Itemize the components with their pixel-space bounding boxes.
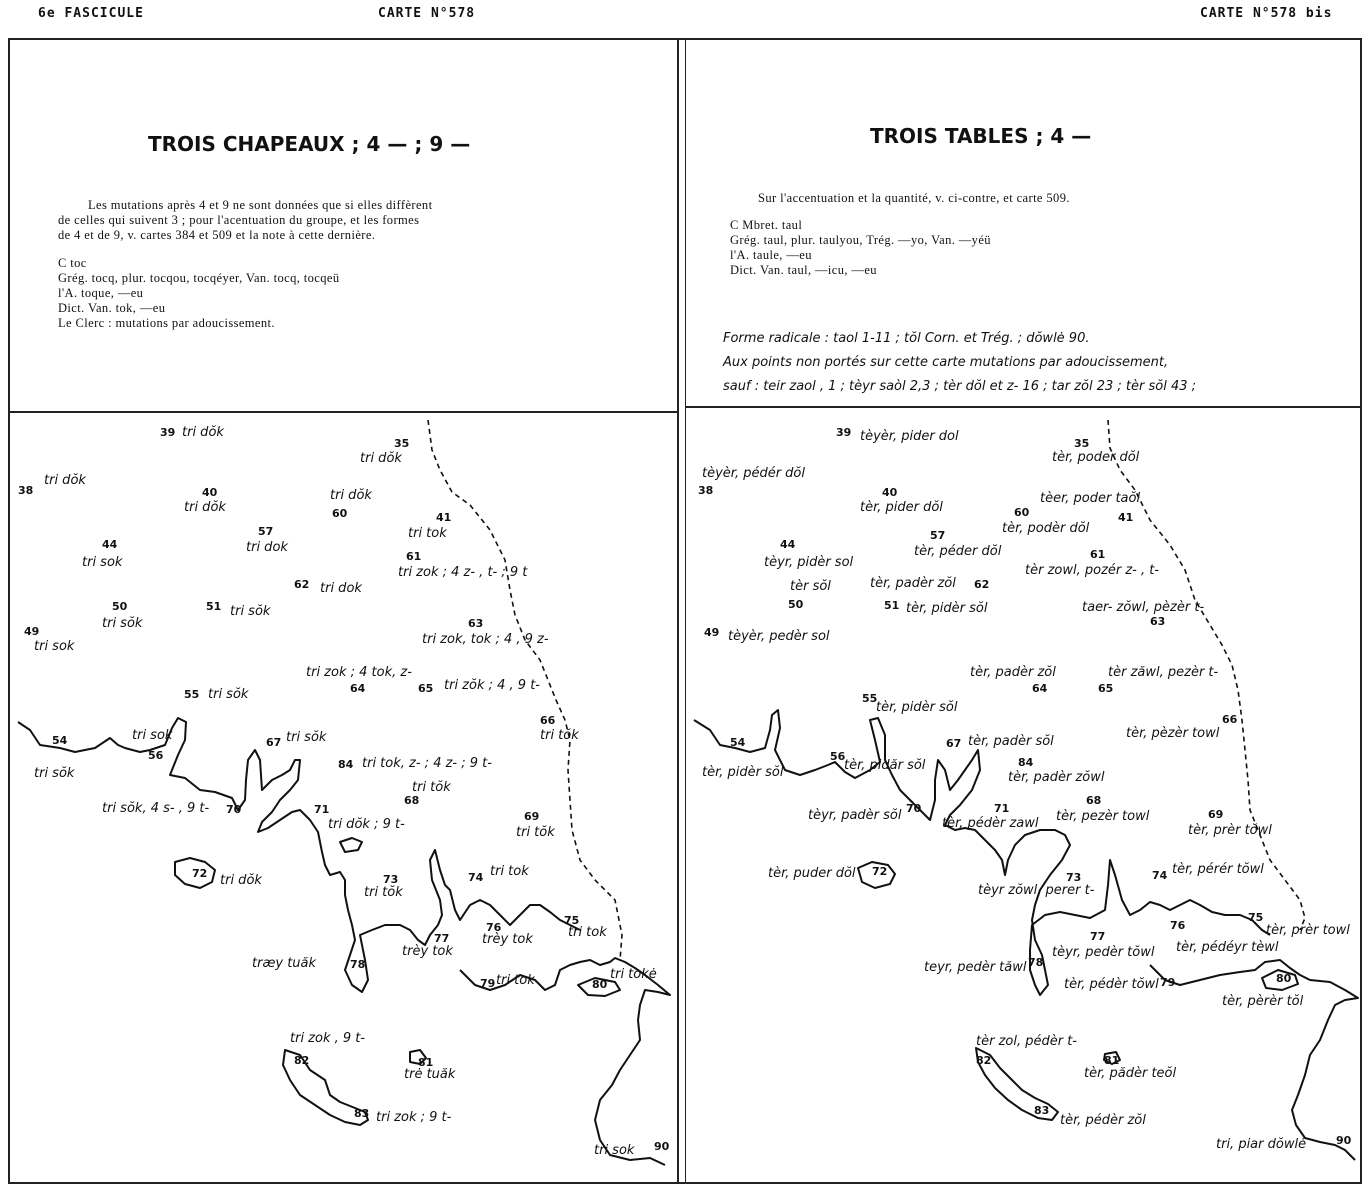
map-point-label: tèr, pezèr towl — [1056, 809, 1150, 824]
map-point-label: tri dŏk ; 9 t- — [328, 817, 405, 832]
map-point-number: 74 — [468, 871, 484, 884]
map-point-number: 70 — [906, 802, 922, 815]
map-point-label: tèyèr, pider dol — [860, 429, 959, 444]
map-point-number: 80 — [592, 978, 608, 991]
map-point-label: tri zŏk ; 4 , 9 t- — [444, 678, 540, 693]
map-point-label: tèyr, pidèr sol — [764, 555, 854, 570]
left-north-coast — [18, 718, 580, 992]
map-point-label: tèr, pédèr zŏl — [1060, 1113, 1146, 1128]
map-point-label: tèr, padèr zŏl — [870, 576, 956, 591]
map-point-label: tèr, padèr zŏl — [970, 665, 1056, 680]
map-point-label: tri tŏk — [412, 780, 451, 795]
handwritten-line: sauf : teir zaol , 1 ; tèyr saòl 2,3 ; tèr dŏl et z- 16 ; tar zŏl 23 ; tèr sŏl 43 ; — [723, 379, 1197, 394]
map-point-number: 55 — [862, 692, 878, 705]
map-point-label: tri sok — [132, 728, 173, 743]
map-point-number: 39 — [160, 426, 176, 439]
right-source-line: Grég. taul, plur. taulyou, Trég. —yo, Van. —yéü — [730, 233, 991, 247]
map-number-left: CARTE N°578 — [378, 6, 476, 21]
left-title: TROIS CHAPEAUX ; 4 — ; 9 — — [148, 132, 471, 156]
map-point-label: taer- zŏwl, pèzèr t- — [1082, 600, 1205, 615]
map-point-label: tri dok — [320, 581, 362, 596]
map-point-label: tèr, padèr zŏwl — [1008, 770, 1105, 785]
map-point-number: 78 — [350, 958, 366, 971]
map-point-number: 56 — [148, 749, 164, 762]
map-point-number: 60 — [332, 507, 348, 520]
map-point-number: 76 — [486, 921, 502, 934]
map-point-number: 54 — [730, 736, 746, 749]
left-source-line: l'A. toque, —eu — [58, 286, 144, 300]
map-point-label: tèr zowl, pozér z- , t- — [1025, 563, 1160, 578]
map-point-label: trė tuăk — [404, 1067, 456, 1082]
map-point-number: 77 — [434, 932, 450, 945]
map-point-number: 74 — [1152, 869, 1168, 882]
left-source-line: C toc — [58, 256, 87, 270]
left-source-line: Le Clerc : mutations par adoucissement. — [58, 316, 275, 330]
map-point-label: tri sŏk — [208, 687, 249, 702]
map-point-label: tri zok, tok ; 4 , 9 z- — [422, 632, 549, 647]
map-point-label: tèr, puder dŏl — [768, 866, 856, 881]
map-point-number: 66 — [540, 714, 556, 727]
map-point-number: 50 — [112, 600, 128, 613]
map-point-number: 40 — [202, 486, 218, 499]
map-point-label: trèy tok — [402, 944, 453, 959]
map-point-number: 69 — [1208, 808, 1224, 821]
map-point-label: tri dŏk — [360, 451, 402, 466]
map-point-label: tèyr, pedèr tŏwl — [1052, 945, 1155, 960]
map-point-label: trèy tok — [482, 932, 533, 947]
map-point-label: træy tuăk — [252, 956, 317, 971]
map-point-label: tèyr zŏwl, perer t- — [978, 883, 1095, 898]
map-point-number: 84 — [1018, 756, 1034, 769]
map-point-label: tri zok ; 9 t- — [376, 1110, 452, 1125]
map-point-number: 55 — [184, 688, 200, 701]
right-note-line: Sur l'accentuation et la quantité, v. ci-contre, et carte 509. — [758, 191, 1070, 205]
map-point-number: 49 — [704, 626, 720, 639]
map-point-label: tèer, poder taŏl — [1040, 491, 1141, 506]
map-point-number: 40 — [882, 486, 898, 499]
map-point-label: tèr, pidèr sŏl — [876, 700, 958, 715]
map-point-number: 90 — [654, 1140, 670, 1153]
map-point-label: tri zok , 9 t- — [290, 1031, 366, 1046]
map-point-label: tri dŏk — [184, 500, 226, 515]
map-point-number: 41 — [436, 511, 452, 524]
map-point-label: tèr, padèr sŏl — [968, 734, 1054, 749]
map-point-label: tèr, pèzèr towl — [1126, 726, 1220, 741]
left-coast-71 — [340, 838, 362, 852]
map-point-number: 72 — [192, 867, 208, 880]
map-point-number: 64 — [350, 682, 366, 695]
map-point-label: tèr, pădèr teŏl — [1084, 1066, 1177, 1081]
right-source-line: C Mbret. taul — [730, 218, 803, 232]
map-point-number: 82 — [976, 1054, 992, 1067]
map-point-label: tèr, péder dŏl — [914, 544, 1002, 559]
map-point-label: tri sŏk, 4 s- , 9 t- — [102, 801, 210, 816]
map-point-label: tri tok, z- ; 4 z- ; 9 t- — [362, 756, 492, 771]
map-point-number: 68 — [404, 794, 420, 807]
map-point-label: tri tok — [490, 864, 529, 879]
map-point-label: tri tŏk — [516, 825, 555, 840]
map-point-label: tèr, pédéyr tèwl — [1176, 940, 1279, 955]
map-point-label: tri tokė — [610, 967, 657, 982]
map-point-label: tri tok — [568, 925, 607, 940]
right-east-coast — [1150, 960, 1358, 1160]
map-point-label: tèr sŏl — [790, 579, 831, 594]
map-point-label: tri tok — [496, 973, 535, 988]
right-source-line: Dict. Van. taul, —icu, —eu — [730, 263, 877, 277]
map-point-number: 81 — [1104, 1054, 1120, 1067]
left-source-line: Grég. tocq, plur. tocqou, tocqéyer, Van. tocq, tocqeü — [58, 271, 340, 285]
left-map-geometry — [18, 420, 670, 1165]
left-note-line: Les mutations après 4 et 9 ne sont données que si elles diffèrent — [88, 198, 433, 212]
map-point-number: 61 — [406, 550, 422, 563]
map-point-number: 35 — [394, 437, 410, 450]
map-point-label: tèr, prèr towl — [1266, 923, 1350, 938]
map-point-label: tri dŏk — [44, 473, 86, 488]
map-point-number: 71 — [314, 803, 330, 816]
map-point-number: 60 — [1014, 506, 1030, 519]
map-point-number: 63 — [1150, 615, 1166, 628]
map-point-label: tèr, pédèr zawl — [942, 816, 1039, 831]
map-point-number: 81 — [418, 1056, 434, 1069]
map-point-label: tri sŏk — [230, 604, 271, 619]
right-map-points — [698, 426, 1352, 1152]
map-point-number: 77 — [1090, 930, 1106, 943]
map-point-number: 83 — [354, 1107, 370, 1120]
map-point-number: 65 — [418, 682, 434, 695]
map-point-number: 72 — [872, 865, 888, 878]
map-point-number: 51 — [206, 600, 222, 613]
right-source-line: l'A. taule, —eu — [730, 248, 812, 262]
map-point-label: tri sok — [34, 639, 75, 654]
right-title: TROIS TABLES ; 4 — — [870, 124, 1092, 148]
map-point-number: 63 — [468, 617, 484, 630]
map-point-label: tri zok ; 4 tok, z- — [306, 665, 412, 680]
map-point-label: tèr, pider dŏl — [860, 500, 943, 515]
map-point-number: 57 — [930, 529, 946, 542]
map-point-number: 69 — [524, 810, 540, 823]
map-point-number: 39 — [836, 426, 852, 439]
map-point-number: 66 — [1222, 713, 1238, 726]
map-point-number: 62 — [974, 578, 990, 591]
handwritten-line: Aux points non portés sur cette carte mutations par adoucissement, — [723, 355, 1169, 370]
map-point-number: 65 — [1098, 682, 1114, 695]
map-point-number: 75 — [1248, 911, 1264, 924]
map-point-number: 76 — [1170, 919, 1186, 932]
map-point-label: tri tok — [408, 526, 447, 541]
map-point-number: 35 — [1074, 437, 1090, 450]
map-point-label: tri tŏk — [364, 885, 403, 900]
map-point-number: 44 — [102, 538, 118, 551]
map-point-label: tri sok — [82, 555, 123, 570]
map-point-label: tri sŏk — [34, 766, 75, 781]
map-point-number: 79 — [1160, 976, 1176, 989]
map-point-number: 67 — [946, 737, 962, 750]
map-point-number: 73 — [383, 873, 399, 886]
map-point-label: tri dŏk — [182, 425, 224, 440]
map-point-number: 51 — [884, 599, 900, 612]
map-point-label: tri sŏk — [102, 616, 143, 631]
left-source-line: Dict. Van. tok, —eu — [58, 301, 166, 315]
map-point-number: 57 — [258, 525, 274, 538]
left-map-points — [18, 425, 670, 1158]
map-point-label: tèr, pidăr sŏl — [844, 758, 926, 773]
map-point-number: 70 — [226, 803, 242, 816]
map-point-number: 79 — [480, 977, 496, 990]
handwritten-line: Forme radicale : taol 1-11 ; tŏl Corn. et Trég. ; dŏwlė 90. — [723, 331, 1090, 346]
map-point-number: 75 — [564, 914, 580, 927]
map-point-label: tri dŏk — [330, 488, 372, 503]
map-point-label: teyr, pedèr tăwl — [924, 960, 1027, 975]
map-point-label: tèr, pidèr sŏl — [906, 601, 988, 616]
left-note-line: de celles qui suivent 3 ; pour l'acentuation du groupe, et les formes — [58, 213, 420, 227]
map-point-number: 90 — [1336, 1134, 1352, 1147]
map-point-label: tri tŏk — [540, 728, 579, 743]
map-point-number: 84 — [338, 758, 354, 771]
map-point-label: tèyèr, pédér dŏl — [702, 466, 805, 481]
map-point-label: tri dok — [246, 540, 288, 555]
map-point-label: tèr, pidèr sŏl — [702, 765, 784, 780]
map-point-label: tèr, pérér tŏwl — [1172, 862, 1264, 877]
map-point-number: 38 — [18, 484, 34, 497]
map-point-label: tri zok ; 4 z- , t- ; 9 t — [398, 565, 528, 580]
map-point-number: 68 — [1086, 794, 1102, 807]
map-point-number: 62 — [294, 578, 310, 591]
map-point-number: 38 — [698, 484, 714, 497]
map-point-label: tèr, pédèr tŏwl — [1064, 977, 1159, 992]
map-point-number: 71 — [994, 802, 1010, 815]
map-point-number: 83 — [1034, 1104, 1050, 1117]
map-point-number: 44 — [780, 538, 796, 551]
map-point-label: tèr, prèr tŏwl — [1188, 823, 1272, 838]
map-point-label: tèr zol, pédèr t- — [976, 1034, 1077, 1049]
map-point-label: tri sŏk — [286, 730, 327, 745]
map-point-number: 80 — [1276, 972, 1292, 985]
map-point-number: 50 — [788, 598, 804, 611]
fascicule-label: 6e FASCICULE — [38, 6, 144, 21]
map-point-number: 78 — [1028, 956, 1044, 969]
map-point-number: 82 — [294, 1054, 310, 1067]
left-note-line: de 4 et de 9, v. cartes 384 et 509 et la note à cette dernière. — [58, 228, 376, 242]
map-point-label: tri sok — [594, 1143, 635, 1158]
map-point-number: 54 — [52, 734, 68, 747]
map-point-label: tèr zăwl, pezèr t- — [1108, 665, 1219, 680]
map-point-label: tèr, podèr dŏl — [1002, 521, 1090, 536]
map-point-number: 61 — [1090, 548, 1106, 561]
map-point-number: 64 — [1032, 682, 1048, 695]
map-point-number: 49 — [24, 625, 40, 638]
map-point-label: tri, piar dŏwlė — [1216, 1137, 1307, 1152]
map-point-label: tèyèr, pedèr sol — [728, 629, 830, 644]
map-point-number: 67 — [266, 736, 282, 749]
map-point-label: tèr, pèrèr tŏl — [1222, 994, 1304, 1009]
map-point-label: tèr, poder dŏl — [1052, 450, 1140, 465]
map-point-label: tèyr, padèr sŏl — [808, 808, 902, 823]
map-point-label: tri dŏk — [220, 873, 262, 888]
map-point-number: 41 — [1118, 511, 1134, 524]
map-point-number: 56 — [830, 750, 846, 763]
map-point-number: 73 — [1066, 871, 1082, 884]
map-number-right: CARTE N°578 bis — [1200, 6, 1333, 21]
